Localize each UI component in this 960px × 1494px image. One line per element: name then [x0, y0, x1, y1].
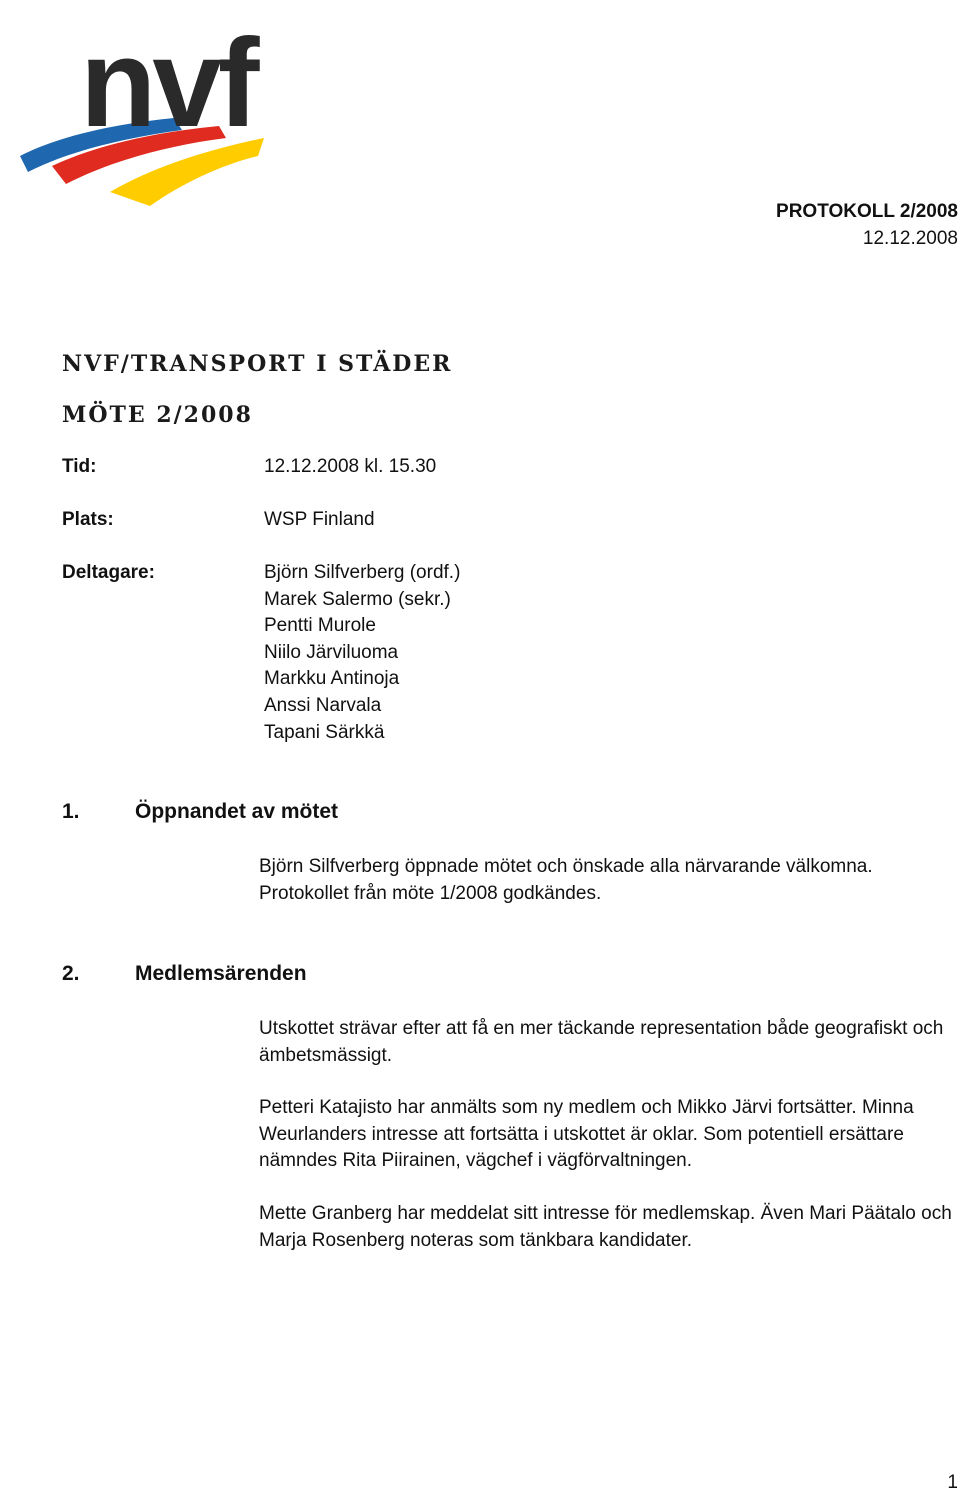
protocol-date: 12.12.2008: [862, 228, 958, 249]
protocol-number: PROTOKOLL 2/2008: [776, 201, 958, 222]
time-label: Tid:: [62, 456, 97, 477]
protocol-header: [776, 198, 958, 252]
document-title: NVF/TRANSPORT I STÄDER: [62, 351, 453, 377]
meeting-title: MÖTE 2/2008: [62, 402, 253, 428]
place-label: Plats:: [62, 509, 114, 530]
nvf-logo: [14, 6, 284, 211]
section-paragraph: Björn Silfverberg öppnade mötet och önskade alla närvarande välkomna. Protokollet från möte 1/2008 godkändes.: [259, 856, 873, 904]
participant: Björn Silfverberg (ordf.): [264, 562, 461, 583]
participant: Tapani Särkkä: [264, 721, 385, 743]
section-number: 1.: [62, 800, 80, 823]
section-title: Medlemsärenden: [135, 962, 307, 985]
section-number: 2.: [62, 962, 80, 985]
page-number: 1: [947, 1472, 958, 1493]
time-value: 12.12.2008 kl. 15.30: [264, 456, 437, 477]
place-value: WSP Finland: [264, 509, 375, 530]
participant: Pentti Murole: [264, 615, 376, 637]
section-paragraph: Utskottet strävar efter att få en mer täckande representation både geografiskt och ämbetsmässigt.: [259, 1018, 944, 1066]
participant: Marek Salermo (sekr.): [264, 588, 451, 610]
participant: Markku Antinoja: [264, 668, 400, 690]
participants-list: [264, 560, 460, 746]
participant: Anssi Narvala: [264, 694, 382, 716]
logo-text: nvf: [80, 14, 256, 153]
section-paragraph: Mette Granberg har meddelat sitt intresse för medlemskap. Även Mari Päätalo och Marja Rosenberg noteras som tänkbara kandidater.: [259, 1203, 952, 1251]
section-title: Öppnandet av mötet: [135, 800, 339, 823]
section-paragraph: Petteri Katajisto har anmälts som ny medlem och Mikko Järvi fortsätter. Minna Weurlanders intresse att fortsätta i utskottet är oklar. Som potentiell ersättare nämndes Rita Piirainen, vägchef i vägförvaltningen.: [259, 1097, 914, 1172]
participant: Niilo Järviluoma: [264, 641, 399, 663]
participants-label: Deltagare:: [62, 562, 155, 583]
